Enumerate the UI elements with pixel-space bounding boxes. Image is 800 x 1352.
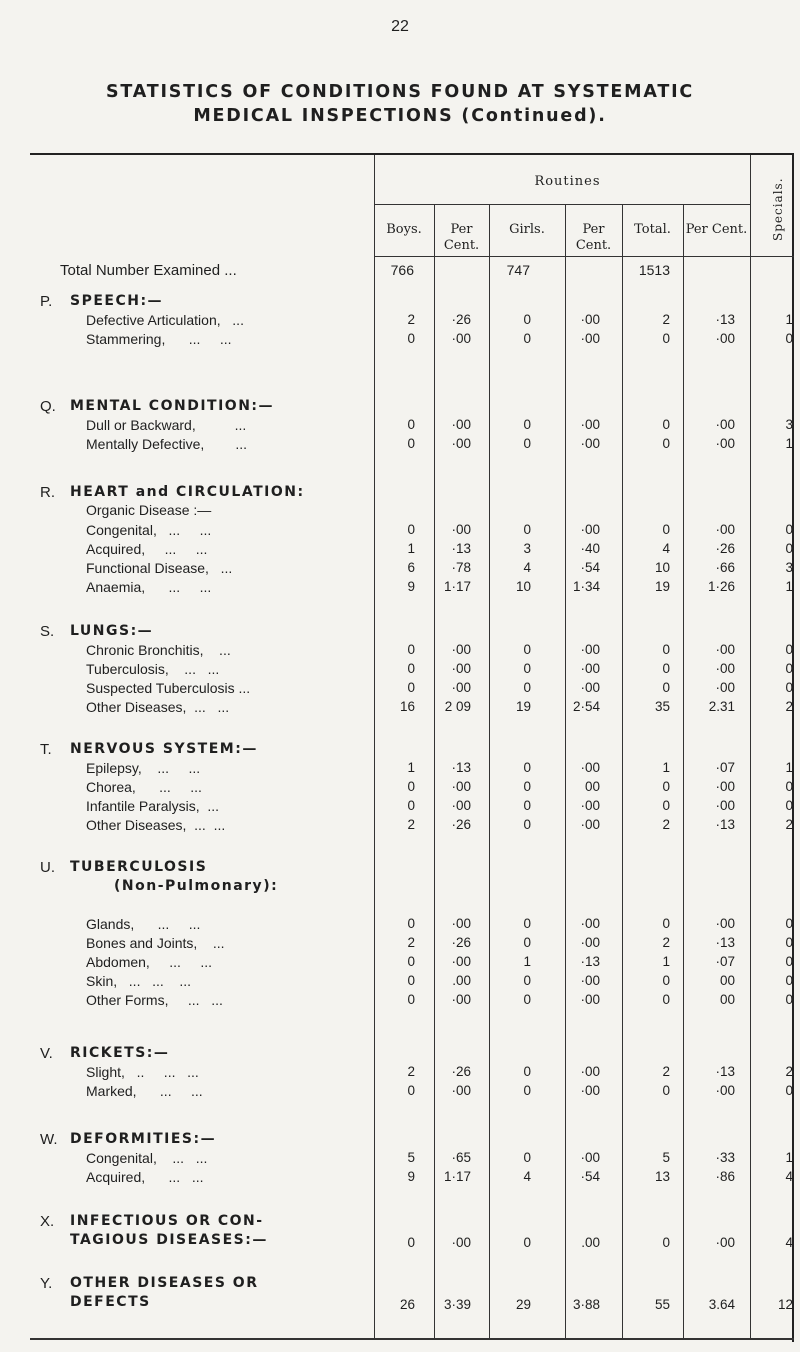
cell-girls: 10 (515, 579, 531, 594)
cell-boys: 0 (407, 661, 415, 676)
cell-girls: 0 (523, 973, 531, 988)
cell-total: 2 (662, 312, 670, 327)
cell-boys-percent: ·00 (451, 417, 471, 432)
cell-total-percent: ·26 (715, 541, 735, 556)
row-label: Acquired, ... ... (86, 1169, 204, 1185)
cell-specials: 0 (785, 916, 793, 931)
section-title-continued: TAGIOUS DISEASES:— (70, 1232, 268, 1248)
cell-boys-percent: ·00 (451, 1235, 471, 1250)
cell-total-percent: ·86 (715, 1169, 735, 1184)
column-header-boys-percent: Per Cent. (443, 222, 480, 253)
cell-girls: 0 (523, 992, 531, 1007)
section-title: NERVOUS SYSTEM:— (70, 741, 258, 757)
section-letter: X. (40, 1213, 55, 1230)
cell-total-percent: 2.31 (708, 699, 735, 714)
cell-girls: 1 (523, 954, 531, 969)
cell-girls-percent: ·00 (580, 417, 600, 432)
section-letter: R. (40, 484, 55, 501)
cell-total-percent: ·66 (715, 560, 735, 575)
cell-girls-percent: ·00 (580, 760, 600, 775)
cell-total: 0 (662, 779, 670, 794)
cell-girls: 0 (523, 1064, 531, 1079)
cell-total: 55 (654, 1297, 670, 1312)
cell-boys-percent: 2 09 (444, 699, 471, 714)
cell-boys-percent: ·78 (451, 560, 471, 575)
row-label: Mentally Defective, ... (86, 436, 248, 452)
column-divider (750, 155, 751, 1340)
cell-girls-percent: ·00 (580, 680, 600, 695)
cell-boys-percent: ·00 (451, 798, 471, 813)
row-label: Other Diseases, ... ... (86, 817, 226, 833)
cell-boys-percent: ·00 (451, 1083, 471, 1098)
row-label: Bones and Joints, ... (86, 935, 225, 951)
cell-boys-percent: ·00 (451, 522, 471, 537)
cell-total-percent: ·00 (715, 779, 735, 794)
cell-girls: 0 (523, 817, 531, 832)
row-label: Dull or Backward, ... (86, 417, 247, 433)
cell-total-percent: ·00 (715, 661, 735, 676)
row-label: Tuberculosis, ... ... (86, 661, 220, 677)
cell-total-percent: ·13 (715, 312, 735, 327)
section-title: DEFORMITIES:— (70, 1131, 217, 1147)
cell-boys: 0 (407, 522, 415, 537)
cell-total-percent: ·00 (715, 642, 735, 657)
cell-specials: 0 (785, 680, 793, 695)
cell-girls: 0 (523, 436, 531, 451)
cell-boys-percent: ·26 (451, 935, 471, 950)
row-label: Abdomen, ... ... (86, 954, 213, 970)
cell-girls-percent: 2·54 (572, 699, 600, 714)
cell-boys-percent: ·13 (451, 541, 471, 556)
row-label: Defective Articulation, ... (86, 312, 244, 328)
header-rule (374, 204, 750, 205)
cell-total-percent: 00 (719, 992, 735, 1007)
cell-specials: 0 (785, 642, 793, 657)
cell-girls-percent: ·00 (580, 331, 600, 346)
cell-total-percent: ·13 (715, 817, 735, 832)
cell-boys-percent: ·13 (451, 760, 471, 775)
section-letter: Q. (40, 398, 56, 415)
row-label: Congenital, ... ... (86, 1150, 208, 1166)
cell-total: 0 (662, 522, 670, 537)
section-title-continued: (Non-Pulmonary): (114, 878, 279, 894)
cell-girls-percent: 3·88 (572, 1297, 600, 1312)
cell-specials: 0 (785, 779, 793, 794)
section-letter: P. (40, 293, 53, 310)
cell-girls: 3 (523, 541, 531, 556)
cell-total-percent: ·07 (715, 760, 735, 775)
cell-girls: 0 (523, 1150, 531, 1165)
cell-boys-percent: ·00 (451, 916, 471, 931)
cell-total: 5 (662, 1150, 670, 1165)
cell-total: 0 (662, 916, 670, 931)
cell-boys: 0 (407, 417, 415, 432)
column-divider (489, 205, 490, 1340)
cell-specials: 0 (785, 992, 793, 1007)
cell-girls: 0 (523, 798, 531, 813)
cell-boys: 26 (399, 1297, 415, 1312)
cell-girls: 29 (515, 1297, 531, 1312)
section-subtitle: Organic Disease :— (86, 502, 212, 518)
row-label: Functional Disease, ... (86, 560, 233, 576)
column-header-boys: Boys. (386, 222, 422, 237)
row-label: Marked, ... ... (86, 1083, 203, 1099)
cell-boys: 2 (407, 1064, 415, 1079)
row-label: Acquired, ... ... (86, 541, 208, 557)
cell-boys: 0 (407, 954, 415, 969)
cell-girls-percent: ·00 (580, 436, 600, 451)
cell-girls: 0 (523, 760, 531, 775)
page-number: 22 (391, 18, 409, 35)
column-header-total-percent: Per Cent. (685, 222, 748, 237)
column-header-girls-percent: Per Cent. (575, 222, 612, 253)
cell-boys-percent: ·00 (451, 642, 471, 657)
cell-total-percent: ·13 (715, 935, 735, 950)
cell-total: 0 (662, 661, 670, 676)
cell-girls: 0 (523, 661, 531, 676)
cell-boys: 6 (407, 560, 415, 575)
section-letter: Y. (40, 1275, 53, 1292)
cell-girls-percent: ·00 (580, 312, 600, 327)
cell-boys: 0 (407, 992, 415, 1007)
cell-boys: 0 (407, 916, 415, 931)
cell-total: 2 (662, 817, 670, 832)
cell-total: 0 (662, 331, 670, 346)
cell-boys: 0 (407, 331, 415, 346)
header-rule (374, 256, 794, 257)
cell-boys: 0 (407, 779, 415, 794)
section-letter: V. (40, 1045, 53, 1062)
cell-specials: 0 (785, 661, 793, 676)
cell-girls: 4 (523, 560, 531, 575)
cell-total-percent: ·00 (715, 680, 735, 695)
section-title: RICKETS:— (70, 1045, 170, 1061)
cell-total-percent: ·00 (715, 436, 735, 451)
cell-girls-percent: ·00 (580, 798, 600, 813)
cell-boys: 0 (407, 436, 415, 451)
cell-total-percent: ·07 (715, 954, 735, 969)
cell-girls-percent: ·40 (580, 541, 600, 556)
cell-total: 2 (662, 1064, 670, 1079)
cell-specials: 1 (785, 312, 793, 327)
cell-total: 35 (654, 699, 670, 714)
cell-specials: 0 (785, 973, 793, 988)
total-girls: 747 (506, 262, 530, 278)
cell-boys-percent: 3·39 (443, 1297, 471, 1312)
cell-girls: 4 (523, 1169, 531, 1184)
cell-total: 0 (662, 973, 670, 988)
cell-specials: 3 (785, 417, 793, 432)
row-label: Anaemia, ... ... (86, 579, 212, 595)
cell-boys-percent: ·00 (451, 992, 471, 1007)
cell-boys-percent: 1·17 (443, 1169, 471, 1184)
cell-girls-percent: ·00 (580, 642, 600, 657)
cell-boys: 9 (407, 1169, 415, 1184)
section-letter: T. (40, 741, 52, 758)
cell-boys-percent: 1·17 (443, 579, 471, 594)
cell-girls: 0 (523, 331, 531, 346)
cell-total: 1 (662, 760, 670, 775)
cell-total-percent: ·13 (715, 1064, 735, 1079)
cell-girls-percent: ·00 (580, 661, 600, 676)
column-divider (374, 155, 375, 1340)
cell-total-percent: ·00 (715, 798, 735, 813)
row-label: Other Diseases, ... ... (86, 699, 230, 715)
section-title: MENTAL CONDITION:— (70, 398, 275, 414)
cell-girls: 0 (523, 779, 531, 794)
cell-specials: 0 (785, 798, 793, 813)
column-header-girls: Girls. (509, 222, 545, 237)
cell-girls-percent: 00 (584, 779, 600, 794)
cell-specials: 1 (785, 579, 793, 594)
cell-boys-percent: ·00 (451, 661, 471, 676)
section-title: TUBERCULOSIS (70, 859, 208, 875)
cell-girls-percent: ·00 (580, 1083, 600, 1098)
section-title: INFECTIOUS OR CON- (70, 1213, 264, 1229)
cell-total-percent: 00 (719, 973, 735, 988)
cell-girls: 0 (523, 680, 531, 695)
cell-total-percent: ·33 (715, 1150, 735, 1165)
cell-girls-percent: ·00 (580, 817, 600, 832)
cell-girls: 0 (523, 417, 531, 432)
cell-total-percent: ·00 (715, 331, 735, 346)
routines-header: Routines (534, 174, 601, 189)
cell-girls-percent: .00 (581, 1235, 600, 1250)
cell-boys-percent: .00 (452, 973, 471, 988)
row-label: Slight, .. ... ... (86, 1064, 199, 1080)
bottom-rule (30, 1338, 794, 1340)
page-subtitle: MEDICAL INSPECTIONS (Continued). (193, 106, 607, 126)
cell-specials: 0 (785, 522, 793, 537)
cell-boys: 16 (399, 699, 415, 714)
cell-total-percent: ·00 (715, 916, 735, 931)
cell-specials: 0 (785, 1083, 793, 1098)
cell-total: 0 (662, 436, 670, 451)
cell-total: 0 (662, 680, 670, 695)
cell-specials: 0 (785, 935, 793, 950)
cell-specials: 0 (785, 954, 793, 969)
cell-boys: 1 (407, 541, 415, 556)
cell-total: 0 (662, 642, 670, 657)
cell-specials: 1 (785, 1150, 793, 1165)
cell-girls-percent: ·00 (580, 1064, 600, 1079)
cell-girls: 0 (523, 522, 531, 537)
cell-girls-percent: ·00 (580, 1150, 600, 1165)
cell-boys-percent: ·00 (451, 436, 471, 451)
cell-girls: 0 (523, 916, 531, 931)
cell-girls-percent: ·00 (580, 935, 600, 950)
cell-total-percent: 3.64 (708, 1297, 735, 1312)
cell-total-percent: ·00 (715, 1083, 735, 1098)
cell-girls-percent: ·00 (580, 916, 600, 931)
cell-girls-percent: ·13 (580, 954, 600, 969)
cell-boys: 9 (407, 579, 415, 594)
cell-boys-percent: ·00 (451, 331, 471, 346)
cell-specials: 2 (785, 699, 793, 714)
cell-total-percent: 1·26 (707, 579, 735, 594)
cell-total: 0 (662, 1083, 670, 1098)
cell-specials: 12 (777, 1297, 793, 1312)
total-boys: 766 (390, 262, 414, 278)
cell-girls: 0 (523, 642, 531, 657)
cell-girls-percent: 1·34 (572, 579, 600, 594)
cell-boys-percent: ·65 (451, 1150, 471, 1165)
cell-boys: 2 (407, 935, 415, 950)
total-all: 1513 (638, 262, 670, 278)
cell-girls-percent: ·54 (580, 560, 600, 575)
section-letter: U. (40, 859, 55, 876)
cell-total: 19 (654, 579, 670, 594)
cell-specials: 2 (785, 1064, 793, 1079)
section-title-continued: DEFECTS (70, 1294, 151, 1310)
row-label: Congenital, ... ... (86, 522, 212, 538)
cell-total: 0 (662, 417, 670, 432)
cell-girls-percent: ·00 (580, 973, 600, 988)
cell-girls: 0 (523, 312, 531, 327)
cell-girls: 0 (523, 1235, 531, 1250)
cell-specials: 4 (785, 1169, 793, 1184)
cell-total: 10 (654, 560, 670, 575)
column-header-total: Total. (634, 222, 671, 237)
cell-total: 1 (662, 954, 670, 969)
cell-boys: 1 (407, 760, 415, 775)
cell-boys: 0 (407, 680, 415, 695)
row-label: Other Forms, ... ... (86, 992, 223, 1008)
cell-boys: 0 (407, 798, 415, 813)
cell-boys-percent: ·00 (451, 680, 471, 695)
section-letter: W. (40, 1131, 58, 1148)
cell-girls-percent: ·00 (580, 522, 600, 537)
row-label: Suspected Tuberculosis ... (86, 680, 251, 696)
cell-girls: 0 (523, 935, 531, 950)
row-label: Chronic Bronchitis, ... (86, 642, 231, 658)
cell-total-percent: ·00 (715, 417, 735, 432)
cell-specials: 1 (785, 760, 793, 775)
cell-boys: 0 (407, 973, 415, 988)
cell-girls: 19 (515, 699, 531, 714)
cell-boys-percent: ·00 (451, 779, 471, 794)
cell-specials: 1 (785, 436, 793, 451)
cell-total: 0 (662, 992, 670, 1007)
row-label: Stammering, ... ... (86, 331, 232, 347)
cell-total-percent: ·00 (715, 522, 735, 537)
total-examined-label: Total Number Examined ... (60, 262, 237, 279)
cell-specials: 0 (785, 541, 793, 556)
cell-boys-percent: ·26 (451, 817, 471, 832)
section-title: HEART and CIRCULATION: (70, 484, 305, 500)
cell-girls: 0 (523, 1083, 531, 1098)
row-label: Skin, ... ... ... (86, 973, 192, 989)
cell-boys: 0 (407, 1083, 415, 1098)
cell-boys: 2 (407, 312, 415, 327)
cell-specials: 2 (785, 817, 793, 832)
row-label: Epilepsy, ... ... (86, 760, 201, 776)
cell-boys: 0 (407, 642, 415, 657)
cell-boys-percent: ·26 (451, 312, 471, 327)
row-label: Chorea, ... ... (86, 779, 202, 795)
row-label: Glands, ... ... (86, 916, 201, 932)
cell-boys: 0 (407, 1235, 415, 1250)
specials-header: Specials. (771, 177, 785, 241)
cell-boys-percent: ·00 (451, 954, 471, 969)
cell-specials: 3 (785, 560, 793, 575)
page-title: STATISTICS OF CONDITIONS FOUND AT SYSTEMATIC (105, 82, 695, 102)
cell-total: 4 (662, 541, 670, 556)
cell-boys: 2 (407, 817, 415, 832)
section-letter: S. (40, 623, 55, 640)
cell-total: 13 (654, 1169, 670, 1184)
section-title: LUNGS:— (70, 623, 154, 639)
column-divider (683, 205, 684, 1340)
row-label: Infantile Paralysis, ... (86, 798, 220, 814)
cell-total: 0 (662, 798, 670, 813)
section-title: SPEECH:— (70, 293, 164, 309)
cell-girls-percent: ·00 (580, 992, 600, 1007)
column-divider (622, 205, 623, 1340)
cell-total: 2 (662, 935, 670, 950)
cell-boys: 5 (407, 1150, 415, 1165)
cell-total: 0 (662, 1235, 670, 1250)
cell-total-percent: ·00 (715, 1235, 735, 1250)
cell-specials: 4 (785, 1235, 793, 1250)
cell-boys-percent: ·26 (451, 1064, 471, 1079)
section-title: OTHER DISEASES OR (70, 1275, 259, 1291)
cell-girls-percent: ·54 (580, 1169, 600, 1184)
cell-specials: 0 (785, 331, 793, 346)
